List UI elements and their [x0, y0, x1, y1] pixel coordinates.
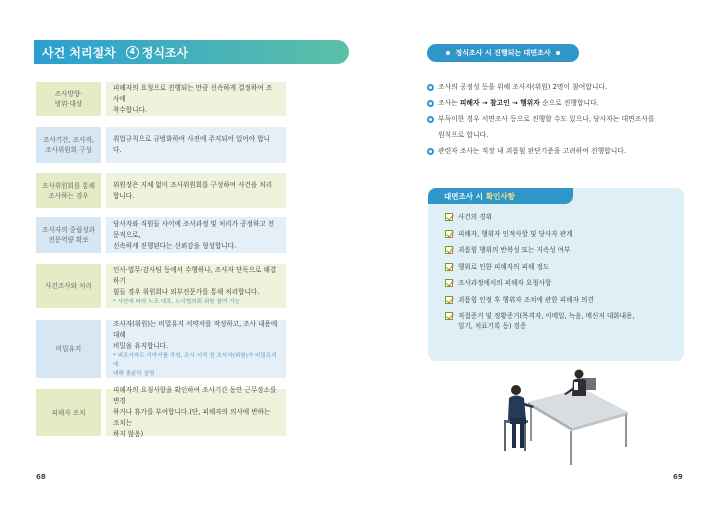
row-desc: 피해자의 요청으로 진행되는 만큼 신속하게 결정하여 조사에 착수합니다.: [113, 83, 273, 114]
page-number-right: 69: [673, 473, 683, 481]
row-note: * 피조사자도 서약서를 작성, 조사 시작 전 조사자(위원)가 비밀유지에 대해 충분히 설명: [113, 353, 277, 377]
section-pill-label: 정식조사 시 진행되는 대면조사: [455, 49, 551, 57]
page-number-left: 68: [36, 473, 46, 481]
checklist-item: [445, 212, 675, 222]
row-desc-box: [106, 320, 286, 378]
checklist-box: [428, 188, 684, 361]
interview-illustration: [500, 368, 640, 468]
pill-dot-icon: [556, 51, 560, 55]
section-title-bar: [34, 40, 349, 64]
row-desc-box: [106, 386, 286, 438]
table-row: [36, 320, 286, 378]
row-desc-box: [106, 127, 286, 163]
row-desc-box: [106, 82, 286, 116]
checklist-item-text: 직접증거 및 정황증거(목격자, 이메일, 녹음, 메신저 대화내용, 일기, 치료기록 등) 검증: [458, 312, 635, 330]
table-row: [36, 386, 286, 438]
bullet-list: [427, 79, 689, 159]
step-number-badge: 4: [126, 46, 139, 59]
bullet-circle-icon: [427, 84, 434, 91]
bullet-circle-icon: [427, 116, 434, 123]
bullet-text-pre: 조사는: [438, 99, 460, 107]
row-desc: 인사·법무·감사팀 등에서 수행하나, 조사자 단독으로 해결하기 힘들 경우 위원회나 외부전문가를 통해 처리합니다.: [113, 266, 277, 296]
checklist-title-highlight: 확인사항: [485, 191, 515, 201]
checklist-item: [445, 229, 675, 239]
row-label: 사건조사와 처리: [36, 264, 101, 308]
checklist-item-text: 괴롭힘 행위의 반복성 또는 지속성 여부: [458, 246, 571, 254]
row-label: 조사방향· 범위·대상: [36, 82, 101, 116]
table-row: [36, 173, 286, 208]
checklist-item-text: 괴롭힘 인정 후 행위자 조치에 관한 피해자 의견: [458, 295, 594, 304]
table-row: [36, 127, 286, 163]
checklist: [445, 212, 675, 338]
bullet-circle-icon: [427, 148, 434, 155]
step-title: 정식조사: [141, 45, 189, 60]
table-leg: [625, 415, 627, 447]
table-row: [36, 264, 286, 308]
checklist-item: [445, 262, 675, 272]
row-label: 조사기간, 조사자, 조사위원회 구성: [36, 127, 101, 163]
checklist-item: [445, 311, 675, 331]
row-note: * 사안에 따라 노조 대표, 노사협의회 위원 참여 가능: [113, 299, 240, 305]
list-item: [427, 143, 689, 159]
list-item: [427, 95, 689, 111]
table-row: [36, 82, 286, 116]
row-desc: 위원장은 지체 없이 조사위원회를 구성하여 사건을 처리합니다.: [113, 180, 273, 200]
checklist-item-text: 사건의 경위: [458, 213, 492, 221]
list-item: [427, 79, 689, 95]
woman-figure: [564, 370, 596, 397]
checklist-header: [428, 188, 573, 204]
checklist-item-text: 피해자, 행위자 인적사항 및 당사자 관계: [458, 229, 573, 238]
checklist-item: [445, 295, 675, 305]
bullet-text: 부득이한 경우 서면조사 등으로 진행할 수도 있으나, 당사자는 대면조사를 원칙으로 합니다.: [438, 115, 655, 139]
checkbox-icon: [445, 230, 453, 238]
checklist-item-text: 행위로 인한 피해자의 피해 정도: [458, 262, 550, 271]
checklist-item: [445, 245, 675, 255]
list-item: [427, 111, 689, 143]
row-desc-box: [106, 264, 286, 308]
row-desc: 조사자(위원)는 비밀유지 서약서를 작성하고, 조사 내용에 대해 비밀을 유지합니다.: [113, 320, 278, 350]
row-desc: 취업규칙으로 규범화하여 사전에 주지되어 있어야 합니다.: [113, 135, 270, 154]
checklist-item-text: 조사과정에서의 피해자 요청사항: [458, 279, 552, 287]
row-desc-box: [106, 173, 286, 208]
checkbox-icon: [445, 279, 453, 287]
row-label: 조사위원회를 통해 조사하는 경우: [36, 173, 101, 208]
section-title: 사건 처리절차: [42, 45, 116, 60]
row-desc: 피해자의 요청사항을 확인하여 조사기간 동안 근무장소를 변경 하거나 휴가를 부여합니다.(단, 피해자의 의사에 반하는 조치는 하지 않음): [113, 386, 277, 438]
row-label: 조사자의 중립성과 전문역량 확보: [36, 217, 101, 253]
table-row: [36, 217, 286, 253]
bullet-circle-icon: [427, 100, 434, 107]
man-figure: [504, 385, 534, 451]
section-pill: [427, 44, 579, 62]
row-desc-box: [106, 217, 286, 253]
bullet-text: 관련자 조사는 직장 내 괴롭힘 판단기준을 고려하여 진행합니다.: [438, 147, 626, 155]
pill-dot-icon: [446, 51, 450, 55]
table-leg: [530, 405, 532, 441]
checklist-item: [445, 278, 675, 288]
checkbox-icon: [445, 312, 453, 320]
checklist-title: 대면조사 시: [444, 191, 483, 201]
checkbox-icon: [445, 296, 453, 304]
checkbox-icon: [445, 263, 453, 271]
checkbox-icon: [445, 246, 453, 254]
bullet-text: [438, 95, 599, 111]
checkbox-icon: [445, 213, 453, 221]
table-leg: [570, 431, 572, 465]
row-label: 비밀유지: [36, 320, 101, 378]
bullet-text-post: 순으로 진행합니다.: [539, 99, 599, 107]
bullet-text: 조사의 공정성 등을 위해 조사자(위원) 2명이 참여합니다.: [438, 83, 608, 91]
row-desc: 당사자와 직원들 사이에 조사과정 및 처리가 공정하고 전문적으로, 신속하게 진행된다는 신뢰감을 형성합니다.: [113, 219, 275, 250]
bullet-text-bold: 피해자 → 참고인 → 행위자: [459, 99, 540, 107]
row-label: 피해자 조치: [36, 389, 101, 436]
